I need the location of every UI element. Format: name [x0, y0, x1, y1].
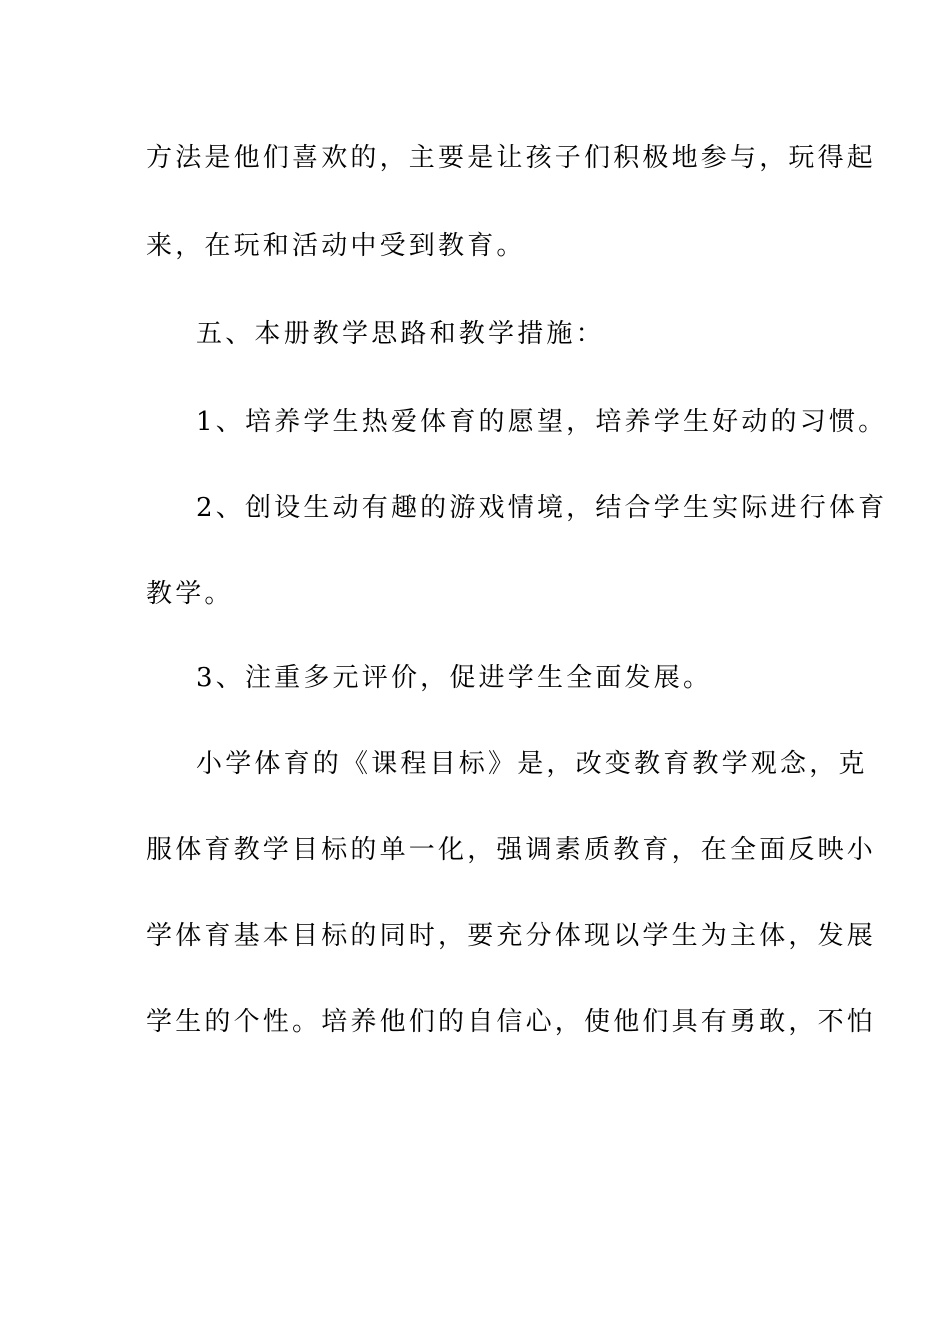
paragraph-line-2: 来，在玩和活动中受到教育。 — [146, 231, 526, 261]
paragraph-line-11: 学生的个性。培养他们的自信心，使他们具有勇敢，不怕 — [146, 1007, 877, 1037]
list-item-3: 3、注重多元评价，促进学生全面发展。 — [196, 663, 713, 693]
list-item-2-line-2: 教学。 — [146, 579, 234, 609]
list-item-2-line-1: 2、创设生动有趣的游戏情境，结合学生实际进行体育 — [196, 493, 888, 523]
paragraph-line-9: 服体育教学目标的单一化，强调素质教育，在全面反映小 — [146, 835, 877, 865]
paragraph-line-10: 学体育基本目标的同时，要充分体现以学生为主体，发展 — [146, 921, 877, 951]
paragraph-line-1: 方法是他们喜欢的，主要是让孩子们积极地参与，玩得起 — [146, 143, 877, 173]
list-item-1: 1、培养学生热爱体育的愿望，培养学生好动的习惯。 — [196, 407, 888, 437]
paragraph-line-8: 小学体育的《课程目标》是，改变教育教学观念，克 — [196, 749, 868, 779]
section-heading: 五、本册教学思路和教学措施： — [196, 319, 605, 349]
